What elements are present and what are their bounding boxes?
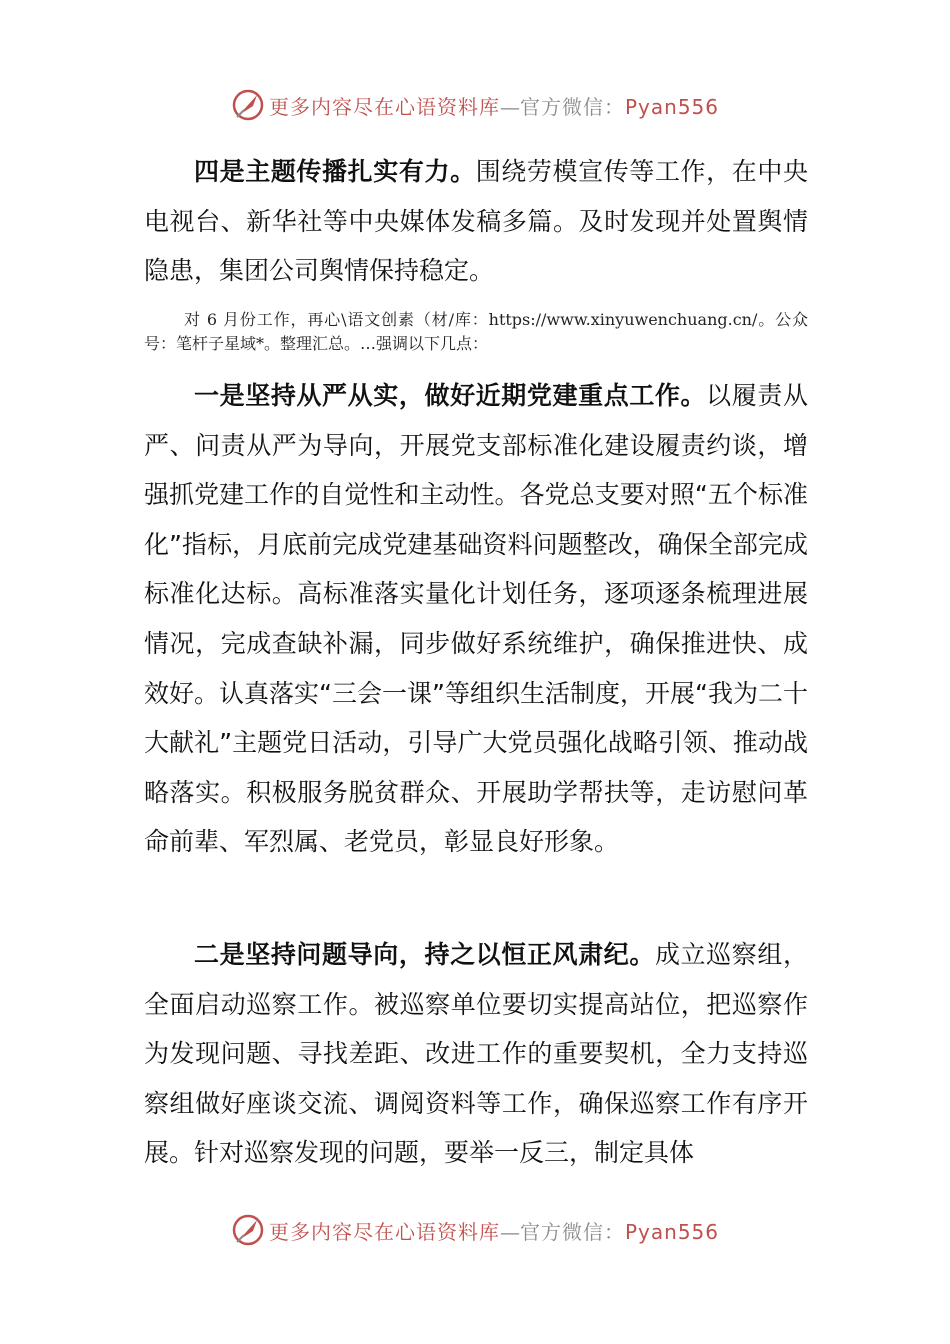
- banner-text: 更多内容尽在心语资料库—官方微信：Pyan556: [268, 1219, 719, 1244]
- quill-logo-icon: [231, 1213, 265, 1247]
- transition-note: [144, 308, 808, 356]
- paragraph-body: 以履责从严、问责从严为导向，开展党支部标准化建设履责约谈，增强抓党建工作的自觉性和主动性。各党总支要对照“五个标准化”指标，月底前完成党建基础资料问题整改，确保全部完成标准化达标。高标准落实量化计划任务，逐项逐条梳理进展情况，完成查缺补漏，同步做好系统维护，确保推进快、成效好。认真落实“三会一课”等组织生活制度，开展“我为二十大献礼”主题党日活动，引导广大党员强化战略引领、推动战略落实。积极服务脱贫群众、开展助学帮扶等，走访慰问革命前辈、军烈属、老党员，彰显良好形象。: [144, 381, 808, 857]
- banner-text: 更多内容尽在心语资料库—官方微信：Pyan556: [268, 94, 719, 119]
- paragraph-heading: 一是坚持从严从实，做好近期党建重点工作。: [194, 381, 707, 410]
- paragraph-four: [144, 147, 808, 296]
- paragraph-one: [144, 371, 808, 867]
- paragraph-body: 围绕劳模宣传等工作，在中央电视台、新华社等中央媒体发稿多篇。及时发现并处置舆情隐患，集团公司舆情保持稳定。: [144, 157, 808, 286]
- note-text: 对 6 月份工作，再心\语文创素（材/库：https://www.xinyuwenchuang.cn/。公众号：笔杆子星域*。整理汇总。…强调以下几点：: [144, 310, 808, 353]
- paragraph-body: 成立巡察组，全面启动巡察工作。被巡察单位要切实提高站位，把巡察作为发现问题、寻找差距、改进工作的重要契机，全力支持巡察组做好座谈交流、调阅资料等工作，确保巡察工作有序开展。针对巡察发现的问题，要举一反三，制定具体: [144, 940, 808, 1168]
- paragraph-heading: 四是主题传播扎实有力。: [194, 157, 476, 186]
- header-banner: [0, 80, 950, 130]
- paragraph-heading: 二是坚持问题导向，持之以恒正风肃纪。: [194, 940, 655, 969]
- footer-banner: [0, 1205, 950, 1255]
- paragraph-two: [144, 930, 808, 1178]
- quill-logo-icon: [231, 88, 265, 122]
